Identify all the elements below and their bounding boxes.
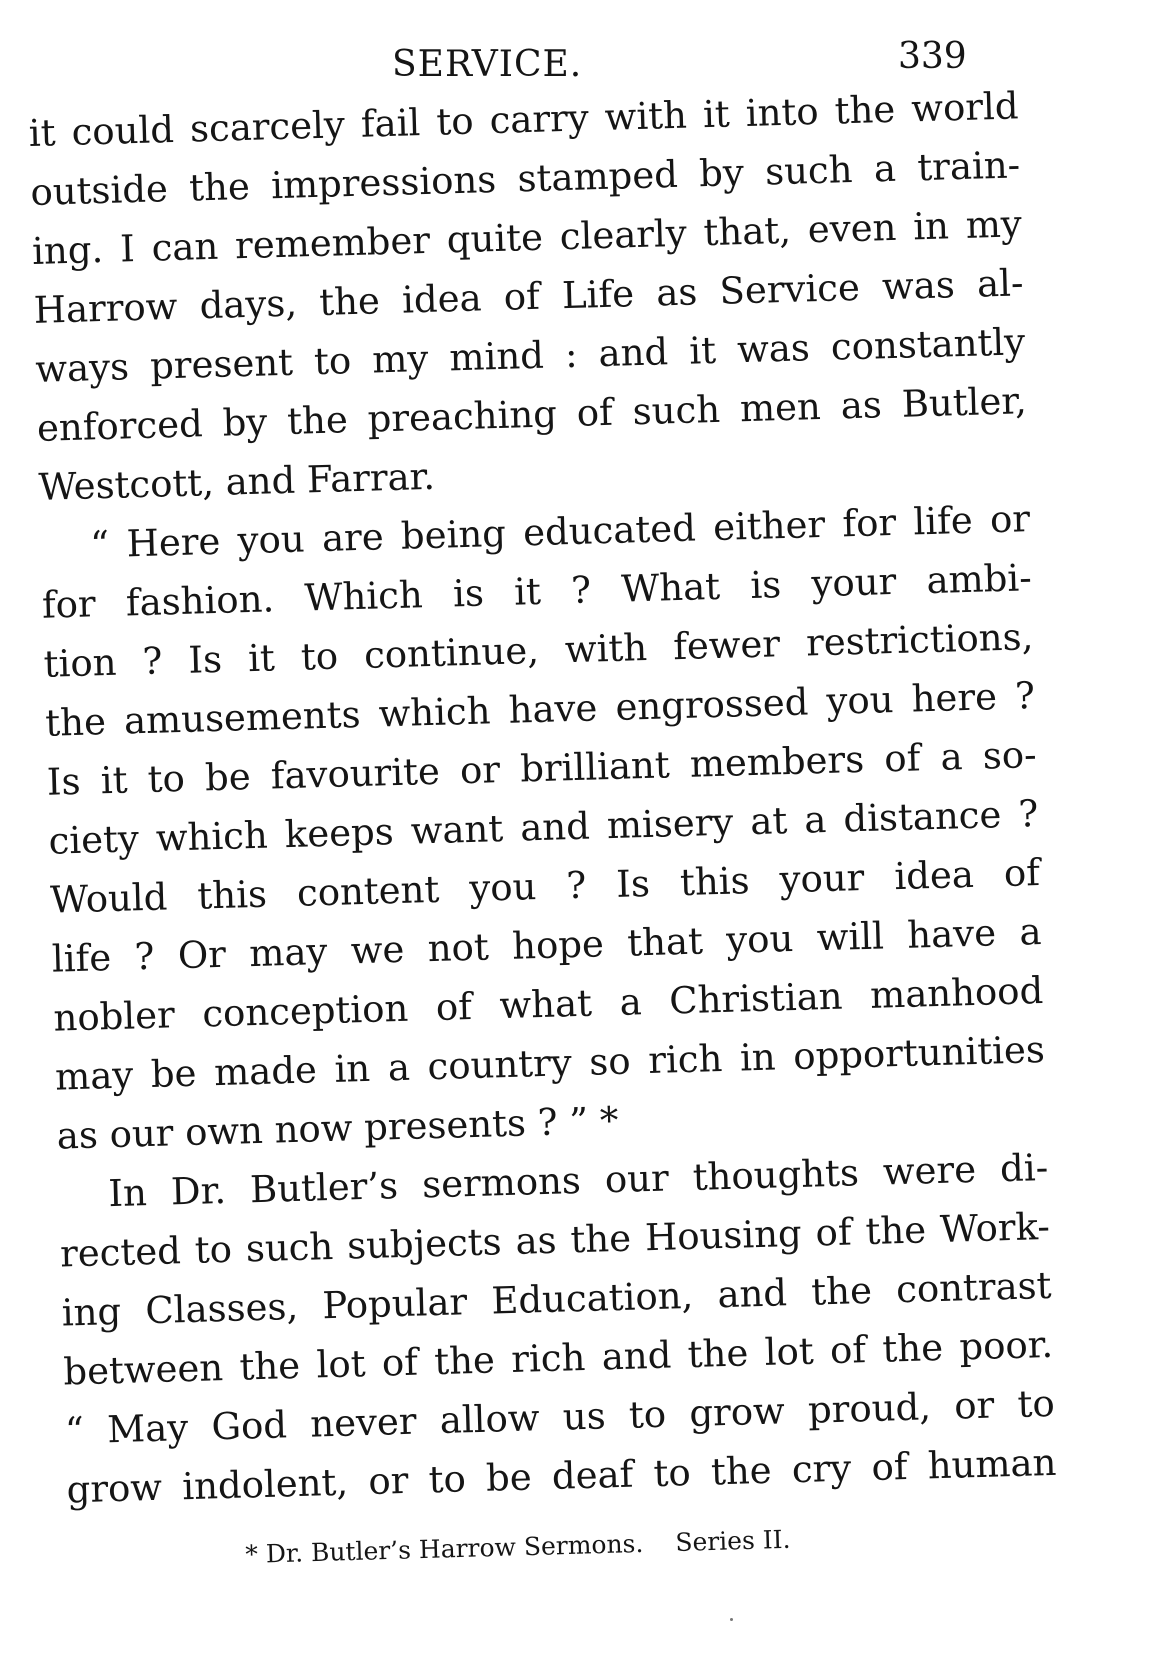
text-line: “ May God never allow us to grow proud, or to xyxy=(64,1381,1056,1453)
running-title: SERVICE. xyxy=(392,44,583,85)
text-line: life ? Or may we not hope that you will have a xyxy=(51,910,1043,981)
footnote xyxy=(245,1525,791,1569)
text-line: Is it to be favourite or brilliant members of a so- xyxy=(46,733,1038,804)
text-line: grow indolent, or to be deaf to the cry of human xyxy=(66,1440,1057,1512)
page-number: 339 xyxy=(898,36,967,77)
text-line: enforced by the preaching of such men as Butler, xyxy=(36,379,1028,450)
text-line: outside the impressions stamped by such a train- xyxy=(29,143,1021,214)
text-line: In Dr. Butler’s sermons our thoughts were di- xyxy=(107,1145,1049,1216)
text-line: it could scarcely fail to carry with it into the world xyxy=(28,84,1020,155)
text-line: Westcott, and Farrar. xyxy=(38,454,436,509)
text-line: ing Classes, Popular Education, and the contrast xyxy=(61,1263,1052,1335)
text-line: ing. I can remember quite clearly that, even in my xyxy=(31,202,1023,273)
body-text xyxy=(28,76,1057,1519)
text-line: tion ? Is it to continue, with fewer restrictions, xyxy=(43,615,1034,686)
text-line: as our own now presents ? ” * xyxy=(56,1098,620,1158)
text-line: ciety which keeps want and misery at a distance ? xyxy=(47,792,1039,863)
paper-speck xyxy=(730,1618,733,1621)
text-line: for fashion. Which is it ? What is your ambi- xyxy=(41,556,1033,627)
text-line: “ Here you are being educated either for life or xyxy=(89,497,1031,567)
text-line: between the lot of the rich and the lot of the poor. xyxy=(62,1322,1054,1394)
text-line: rected to such subjects as the Housing of the Work- xyxy=(59,1204,1051,1276)
text-line: may be made in a country so rich in opportunities xyxy=(54,1027,1046,1099)
text-line: ways present to my mind : and it was constantly xyxy=(34,320,1026,391)
footnote-series: Series II. xyxy=(674,1524,791,1557)
text-line: Harrow days, the idea of Life as Service was al- xyxy=(33,261,1024,332)
text-line: nobler conception of what a Christian manhood xyxy=(52,969,1044,1040)
text-line: the amusements which have engrossed you here ? xyxy=(44,674,1036,745)
text-line: Would this content you ? Is this your idea of xyxy=(49,851,1041,922)
footnote-text: * Dr. Butler’s Harrow Sermons. xyxy=(245,1528,644,1569)
